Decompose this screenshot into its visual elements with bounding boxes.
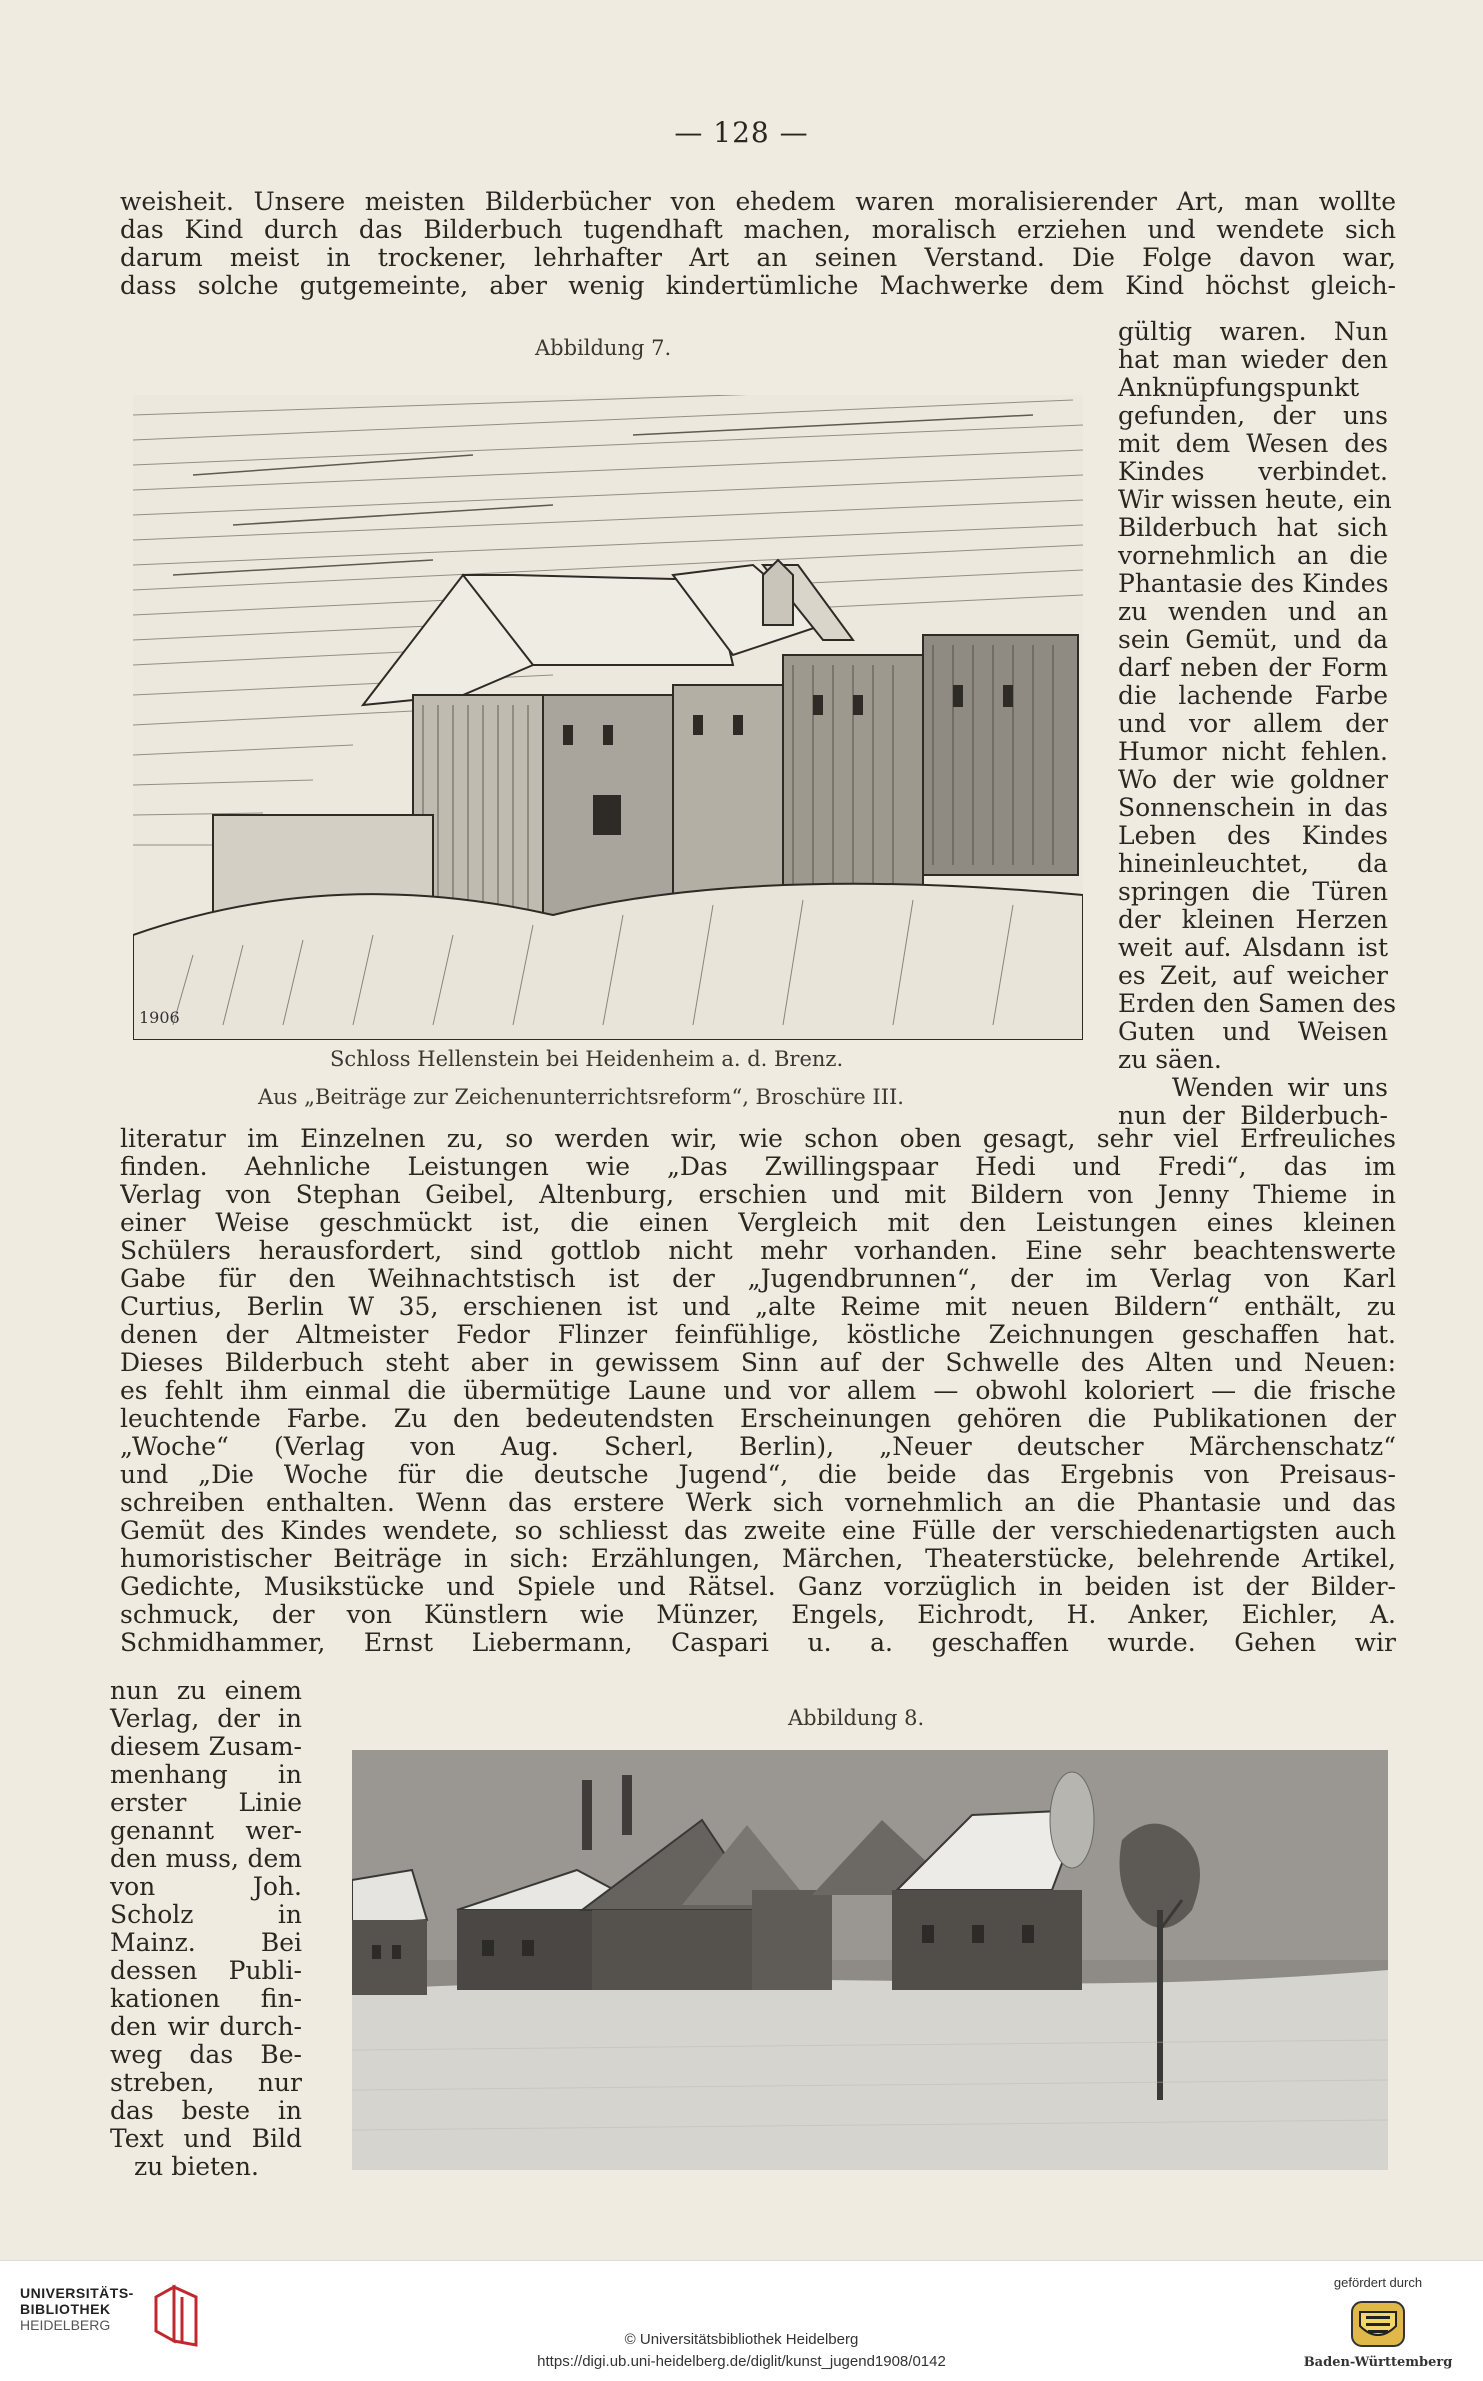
text-line: „Woche“ (Verlag von Aug. Scherl, Berlin), „Neuer deutscher Märchenschatz“ bbox=[120, 1433, 1396, 1461]
text-line: Verlag, der in bbox=[110, 1704, 302, 1733]
winter-landscape-illustration bbox=[352, 1750, 1388, 2170]
text-line: leuchtende Farbe. Zu den bedeutendsten Erscheinungen gehören die Publikationen der bbox=[120, 1405, 1396, 1433]
text-line: darum meist in trockener, lehrhafter Art an seinen Verstand. Die Folge davon war, bbox=[120, 244, 1396, 272]
text-line: Gabe für den Weihnachtstisch ist der „Jugendbrunnen“, der im Verlag von Karl bbox=[120, 1265, 1396, 1293]
text-line: finden. Aehnliche Leistungen wie „Das Zwillingspaar Hedi und Fredi“, das im bbox=[120, 1153, 1396, 1181]
text-line: weit auf. Alsdann ist bbox=[1118, 933, 1388, 962]
text-line: weg das Be- bbox=[110, 2040, 302, 2069]
source-url[interactable]: https://digi.ub.uni-heidelberg.de/diglit/kunst_jugend1908/0142 bbox=[537, 2353, 946, 2370]
text-line: Wenden wir uns bbox=[1172, 1073, 1388, 1102]
text-line: Bilderbuch hat sich bbox=[1118, 513, 1388, 542]
text-line: dessen Publi- bbox=[110, 1956, 302, 1985]
text-line: dass solche gutgemeinte, aber wenig kindertümliche Machwerke dem Kind höchst gleich- bbox=[120, 272, 1396, 300]
figure7-signature: 1906 bbox=[139, 1008, 180, 1027]
text-line: Verlag von Stephan Geibel, Altenburg, erschien und mit Bildern von Jenny Thieme in bbox=[120, 1181, 1396, 1209]
baden-wuerttemberg-crest-icon bbox=[1346, 2296, 1410, 2350]
text-line: das beste in bbox=[110, 2096, 302, 2125]
text-line: Anknüpfungspunkt bbox=[1118, 373, 1360, 402]
figure8-landscape-drawing bbox=[352, 1750, 1388, 2170]
text-line: Schülers herausfordert, sind gottlob nicht mehr vorhanden. Eine sehr beachtenswerte bbox=[120, 1237, 1396, 1265]
sponsor-label: gefördert durch bbox=[1333, 2275, 1423, 2290]
right-column-text bbox=[1118, 317, 1397, 1130]
text-line: Sonnenschein in das bbox=[1118, 793, 1388, 822]
text-line: Mainz. Bei bbox=[110, 1928, 302, 1957]
text-line: Leben des Kindes bbox=[1118, 821, 1388, 850]
text-line: es fehlt ihm einmal die übermütige Laune und vor allem — obwohl koloriert — die frische bbox=[120, 1377, 1396, 1405]
text-line: literatur im Einzelnen zu, so werden wir, wie schon oben gesagt, sehr viel Erfreuliches bbox=[120, 1125, 1396, 1153]
text-line: Gedichte, Musikstücke und Spiele und Rätsel. Ganz vorzüglich in beiden ist der Bilder- bbox=[120, 1573, 1396, 1601]
figure7-label: Abbildung 7. bbox=[535, 336, 672, 360]
text-line: schreiben enthalten. Wenn das erstere Werk sich vornehmlich an die Phantasie und das bbox=[120, 1489, 1396, 1517]
page-number: — 128 — bbox=[674, 116, 809, 149]
text-line: zu bieten. bbox=[134, 2152, 259, 2181]
text-line: der kleinen Herzen bbox=[1118, 905, 1388, 934]
text-line: weisheit. Unsere meisten Bilderbücher von ehedem waren moralisierender Art, man wollte bbox=[120, 188, 1396, 216]
text-line: menhang in bbox=[110, 1760, 302, 1789]
text-line: und vor allem der bbox=[1118, 709, 1388, 738]
text-line: diesem Zusam- bbox=[110, 1732, 302, 1761]
text-line: Gemüt des Kindes wendete, so schliesst das zweite eine Fülle der verschiedenartigsten auch bbox=[120, 1517, 1396, 1545]
text-line: den wir durch- bbox=[110, 2012, 302, 2041]
figure7-caption: Schloss Hellenstein bei Heidenheim a. d. Brenz. bbox=[330, 1047, 844, 1071]
text-line: Wo der wie goldner bbox=[1118, 765, 1388, 794]
figure8-label: Abbildung 8. bbox=[788, 1706, 925, 1730]
text-line: genannt wer- bbox=[110, 1816, 302, 1845]
text-line: das Kind durch das Bilderbuch tugendhaft machen, moralisch erziehen und wendete sich bbox=[120, 216, 1396, 244]
text-line: Phantasie des Kindes bbox=[1118, 569, 1389, 598]
text-line: den muss, dem bbox=[110, 1844, 302, 1873]
text-line: schmuck, der von Künstlern wie Münzer, Engels, Eichrodt, H. Anker, Eichler, A. bbox=[120, 1601, 1396, 1629]
text-line: streben, nur bbox=[110, 2068, 302, 2097]
library-footer bbox=[0, 2260, 1483, 2381]
text-line: Scholz in bbox=[110, 1900, 302, 1929]
library-name-line1: UNIVERSITÄTS- bbox=[20, 2285, 134, 2301]
sponsor-name: Baden-Württemberg bbox=[1303, 2355, 1453, 2370]
text-line: vornehmlich an die bbox=[1118, 541, 1388, 570]
text-line: zu wenden und an bbox=[1118, 597, 1388, 626]
text-line: nun der Bilderbuch- bbox=[1118, 1101, 1388, 1130]
text-line: Schmidhammer, Ernst Liebermann, Caspari u. a. geschaffen wurde. Gehen wir bbox=[120, 1629, 1396, 1657]
text-line: zu säen. bbox=[1118, 1045, 1222, 1074]
text-line: Curtius, Berlin W 35, erschienen ist und „alte Reime mit neuen Bildern“ enthält, zu bbox=[120, 1293, 1396, 1321]
library-name-line3: HEIDELBERG bbox=[20, 2317, 111, 2333]
text-line: gültig waren. Nun bbox=[1118, 317, 1388, 346]
text-line: mit dem Wesen des bbox=[1118, 429, 1388, 458]
text-line: humoristischer Beiträge in sich: Erzählungen, Märchen, Theaterstücke, belehrende Artikel, bbox=[120, 1545, 1396, 1573]
text-line: Guten und Weisen bbox=[1118, 1017, 1388, 1046]
text-line: sein Gemüt, und da bbox=[1118, 625, 1388, 654]
text-line: hineinleuchtet, da bbox=[1118, 849, 1388, 878]
library-name-line2: BIBLIOTHEK bbox=[20, 2301, 111, 2317]
text-line: springen die Türen bbox=[1118, 877, 1388, 906]
text-line: darf neben der Form bbox=[1118, 653, 1388, 682]
text-line: Wir wissen heute, ein bbox=[1118, 485, 1392, 514]
intro-paragraph bbox=[120, 188, 1396, 300]
text-line: nun zu einem bbox=[110, 1676, 302, 1705]
text-line: Humor nicht fehlen. bbox=[1118, 737, 1388, 766]
text-line: kationen fin- bbox=[110, 1984, 302, 2013]
text-line: und „Die Woche für die deutsche Jugend“, die beide das Ergebnis von Preisaus- bbox=[120, 1461, 1396, 1489]
text-line: einer Weise geschmückt ist, die einen Vergleich mit den Leistungen eines kleinen bbox=[120, 1209, 1396, 1237]
text-line: denen der Altmeister Fedor Flinzer feinfühlige, köstliche Zeichnungen geschaffen hat. bbox=[120, 1321, 1396, 1349]
text-line: Erden den Samen des bbox=[1118, 989, 1397, 1018]
text-line: gefunden, der uns bbox=[1118, 401, 1388, 430]
figure7-source: Aus „Beiträge zur Zeichenunterrichtsreform“, Broschüre III. bbox=[258, 1085, 904, 1109]
text-line: Kindes verbindet. bbox=[1118, 457, 1388, 486]
text-line: Text und Bild bbox=[110, 2124, 302, 2153]
text-line: erster Linie bbox=[110, 1788, 302, 1817]
figure7-castle-drawing bbox=[133, 395, 1083, 1040]
text-line: die lachende Farbe bbox=[1118, 681, 1388, 710]
left-column-text bbox=[110, 1677, 302, 2181]
main-paragraph bbox=[120, 1125, 1396, 1657]
text-line: von Joh. bbox=[110, 1872, 302, 1901]
castle-illustration bbox=[133, 395, 1083, 1040]
copyright-text: © Universitätsbibliothek Heidelberg bbox=[624, 2331, 859, 2348]
sponsor-block bbox=[1303, 2275, 1453, 2370]
text-line: hat man wieder den bbox=[1118, 345, 1388, 374]
text-line: es Zeit, auf weicher bbox=[1118, 961, 1388, 990]
text-line: Dieses Bilderbuch steht aber in gewissem Sinn auf der Schwelle des Alten und Neuen: bbox=[120, 1349, 1396, 1377]
